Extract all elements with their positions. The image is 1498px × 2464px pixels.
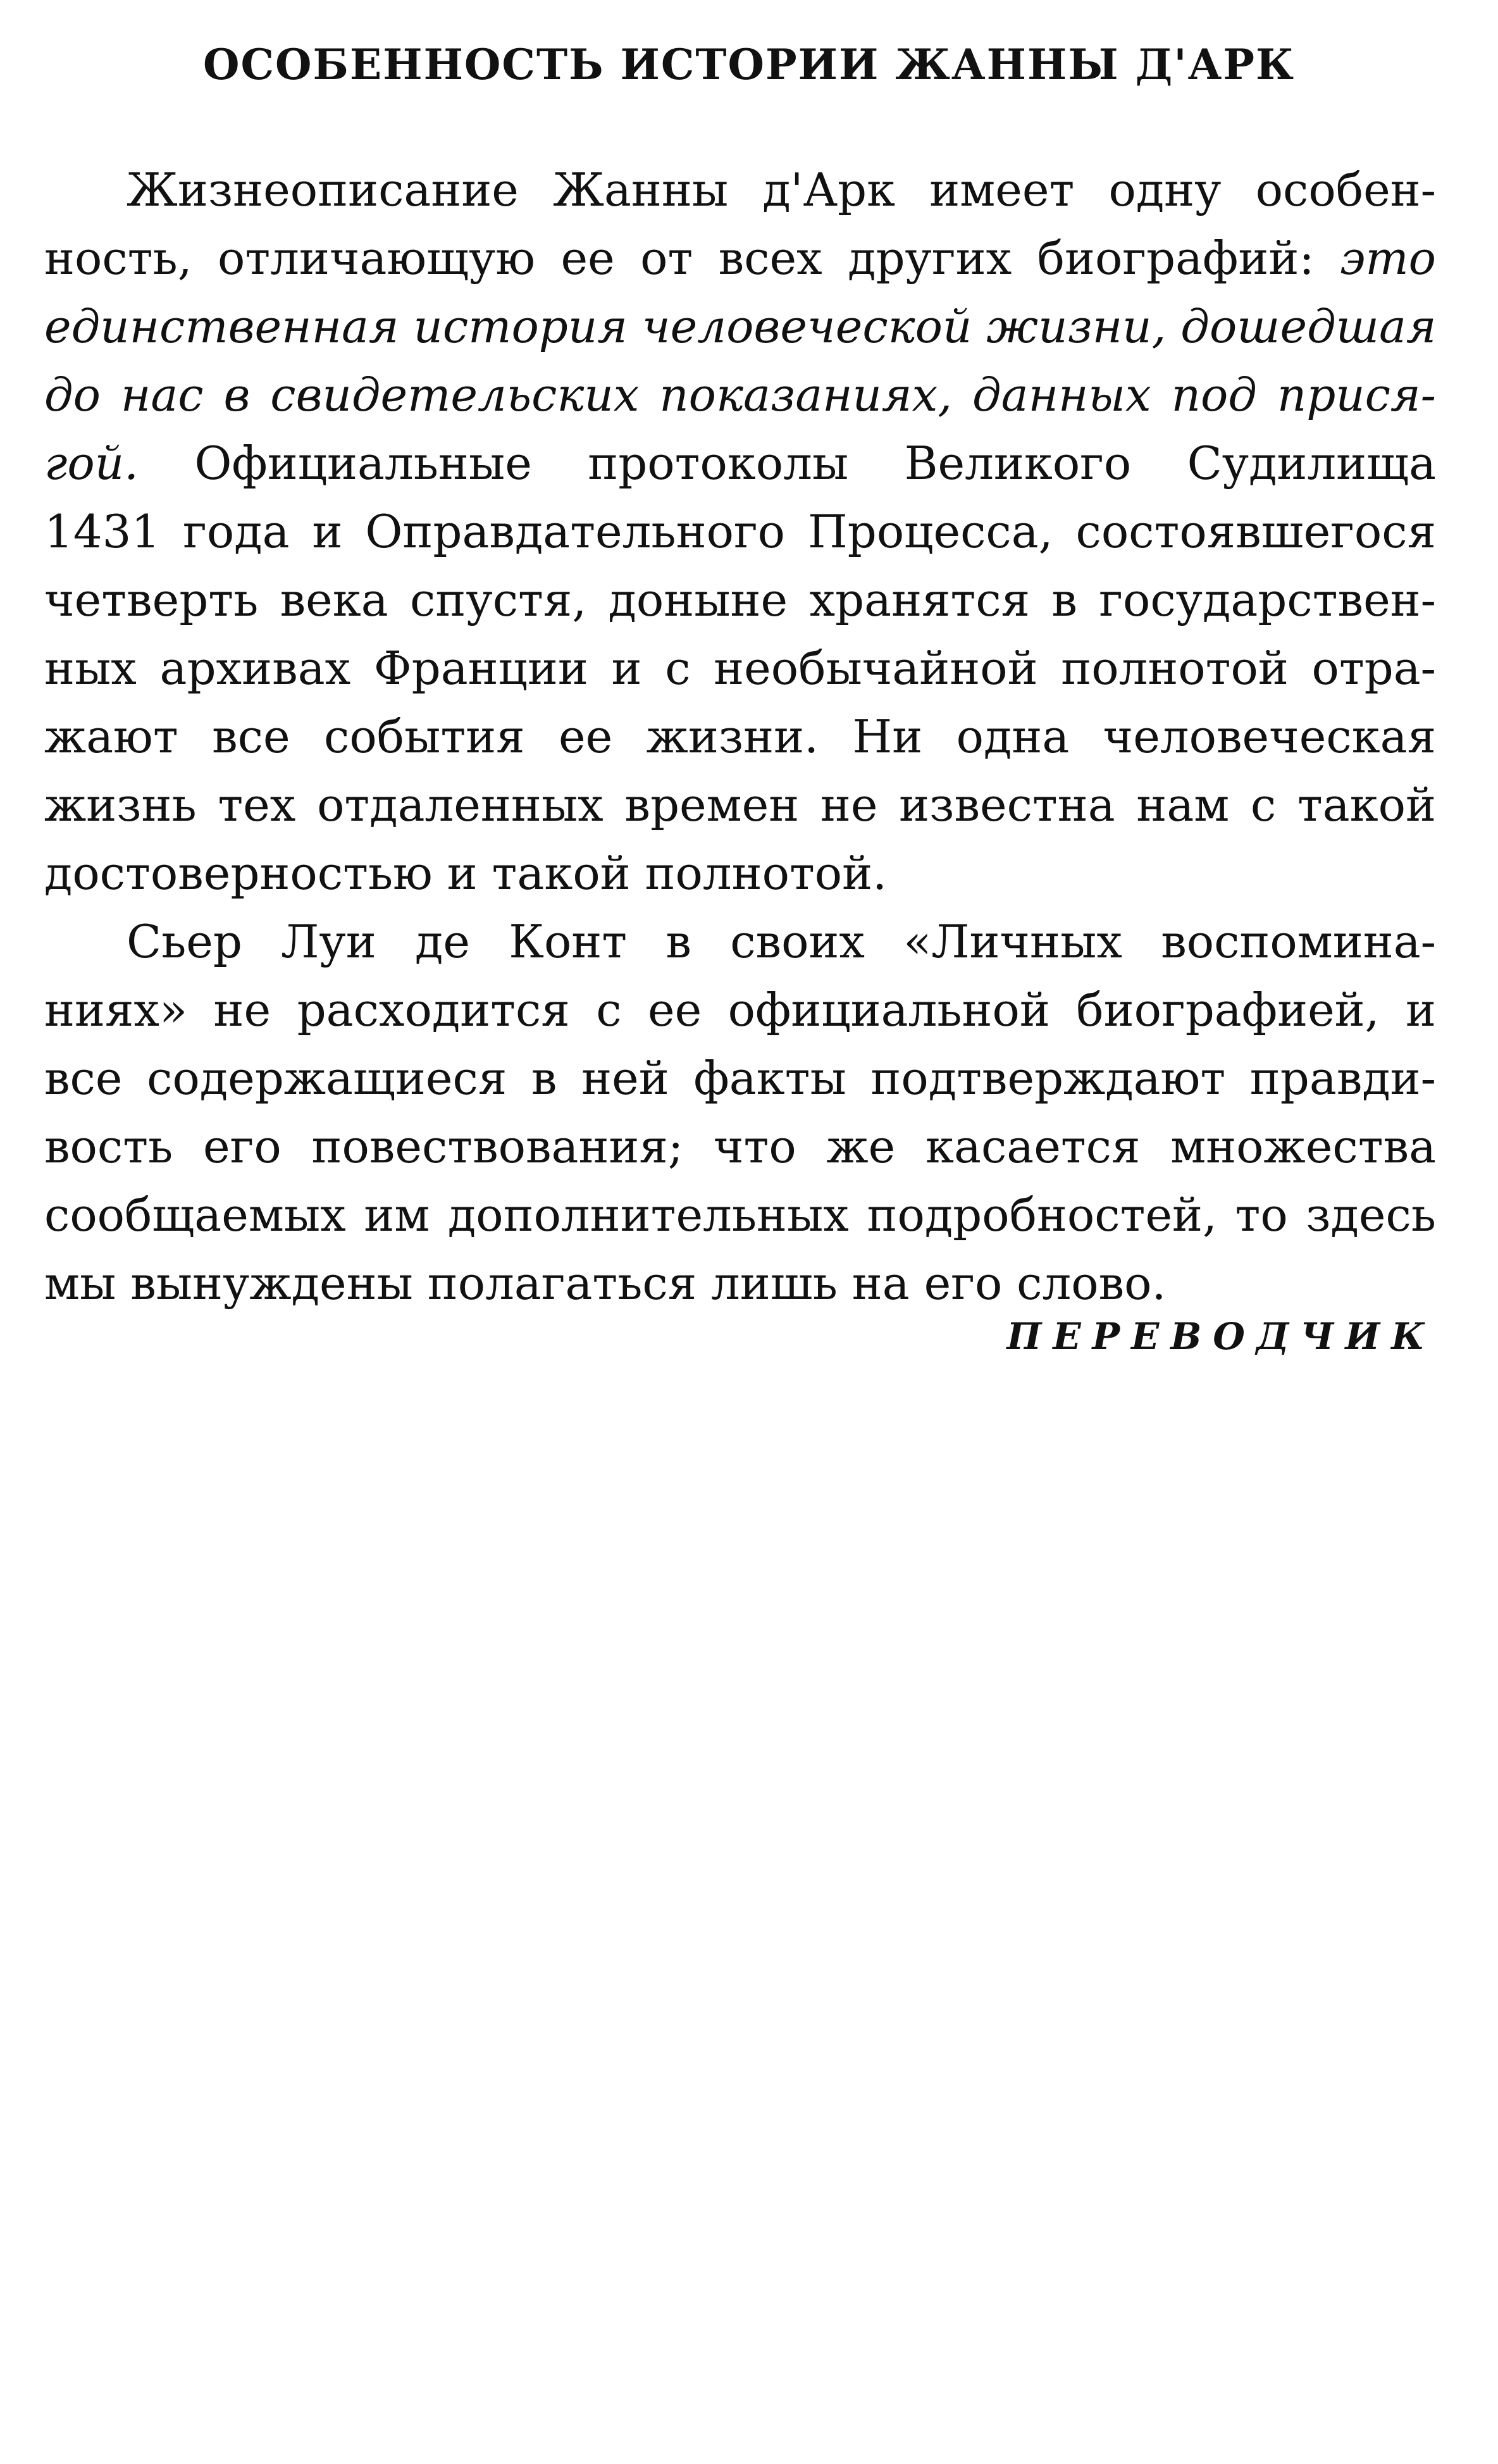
text-line: [44, 361, 1436, 429]
text-line: [44, 429, 1436, 497]
text-run: Жизнеописание Жанны д'Арк имеет одну особен-: [127, 163, 1436, 216]
text-run: достоверностью и такой полнотой.: [44, 847, 887, 900]
text-run: Сьер Луи де Конт в своих «Личных воспомина-: [127, 915, 1436, 968]
text-run: четверть века спустя, доныне хранятся в государствен-: [44, 573, 1436, 626]
text-line: [44, 566, 1436, 634]
text-line: [44, 224, 1436, 292]
text-line: [44, 1044, 1436, 1112]
italic-text-run: гой.: [44, 437, 139, 490]
text-run: ность, отличающую ее от всех других биографий:: [44, 232, 1340, 285]
text-line: [44, 292, 1436, 361]
text-line: [44, 1249, 1436, 1317]
italic-text-run: это: [1340, 232, 1436, 285]
text-run: Официальные протоколы Великого Судилища: [139, 437, 1436, 490]
text-run: 1431 года и Оправдательного Процесса, состоявшегося: [44, 505, 1436, 558]
italic-text-run: до нас в свидетельских показаниях, данных под прися-: [44, 368, 1436, 421]
text-line: [44, 839, 1436, 907]
text-run: все содержащиеся в ней факты подтверждают правди-: [44, 1052, 1436, 1105]
text-line: [44, 771, 1436, 839]
text-line: [44, 1112, 1436, 1181]
text-run: сообщаемых им дополнительных подробностей, то здесь: [44, 1188, 1436, 1241]
text-line: [44, 156, 1436, 224]
text-line: [44, 634, 1436, 702]
text-line: [44, 907, 1436, 976]
italic-text-run: единственная история человеческой жизни, дошедшая: [44, 300, 1437, 353]
text-run: ных архивах Франции и с необычайной полнотой отра-: [44, 642, 1436, 695]
paragraph-2: [44, 907, 1436, 1317]
text-run: ниях» не расходится с ее официальной биографией, и: [44, 983, 1436, 1036]
paragraph-1: [44, 156, 1436, 907]
text-line: [44, 497, 1436, 566]
signature-translator: ПЕРЕВОДЧИК: [1006, 1315, 1436, 1358]
text-run: жают все события ее жизни. Ни одна человеческая: [44, 710, 1436, 763]
page-heading: ОСОБЕННОСТЬ ИСТОРИИ ЖАННЫ Д'АРК: [203, 40, 1295, 89]
text-run: мы вынуждены полагаться лишь на его слово.: [44, 1257, 1167, 1310]
text-line: [44, 1181, 1436, 1249]
text-run: жизнь тех отдаленных времен не известна нам с такой: [44, 778, 1436, 831]
text-line: [44, 702, 1436, 771]
text-run: вость его повествования; что же касается множества: [44, 1120, 1436, 1173]
text-line: [44, 976, 1436, 1044]
